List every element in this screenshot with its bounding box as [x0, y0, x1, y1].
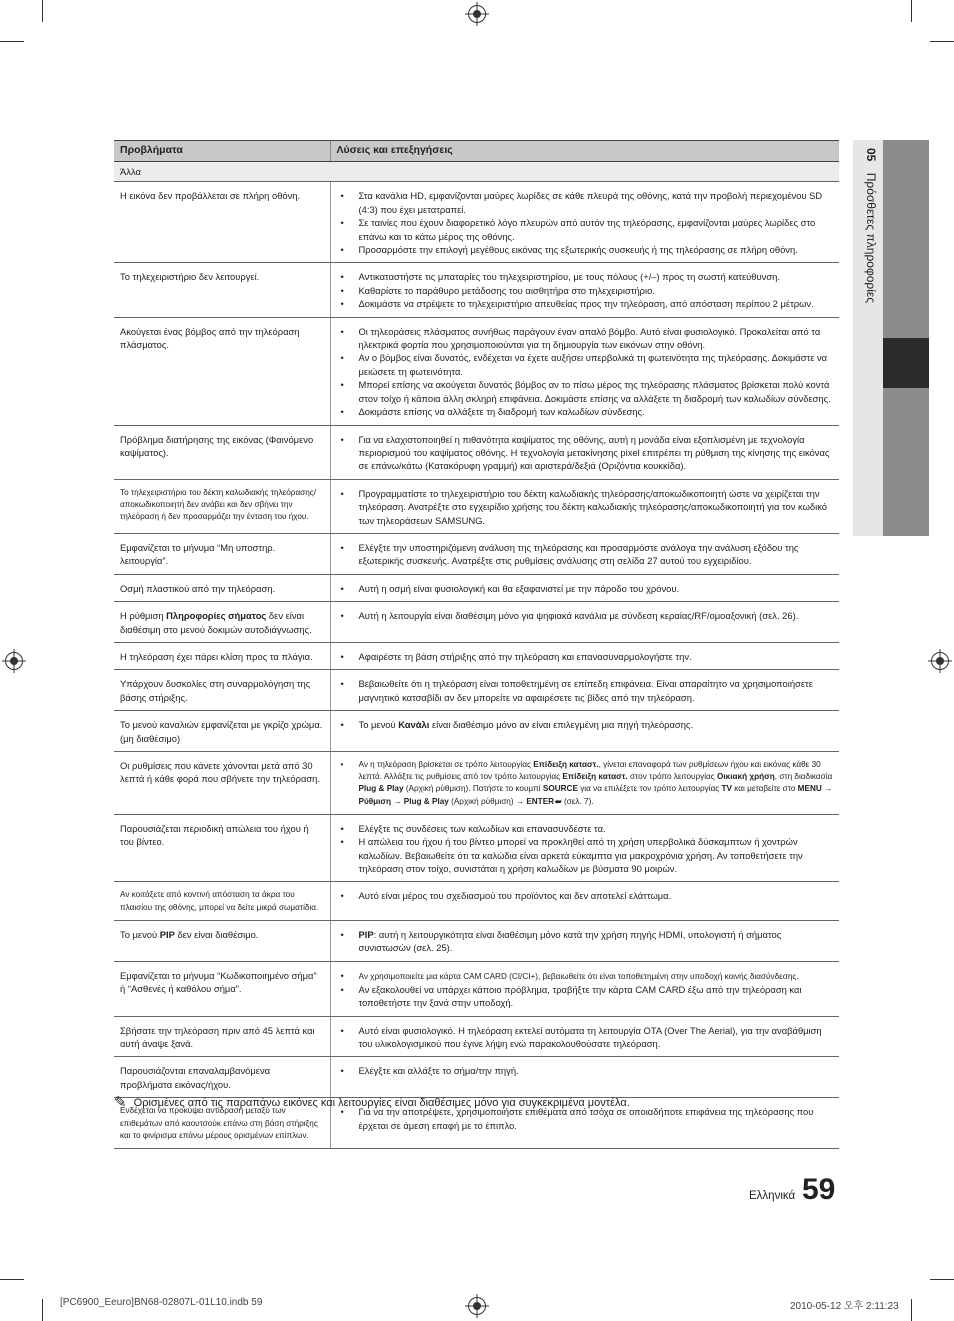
category-label: Άλλα [114, 162, 839, 182]
solution-item: • Αφαιρέστε τη βάση στήριξης από την τηλεόραση και επανασυναρμολογήστε την. [337, 650, 834, 663]
solution-item: • Για να ελαχιστοποιηθεί η πιθανότητα καψίματος της οθόνης, αυτή η μονάδα είναι εξοπλισμένη με τεχνολογία περιορισμού του καψίματος οθόνης. Η τεχνολογία μετακίνησης pixel επιτρέπει τη ρύθμιση της κίνησης της εικόνας σε επάνω/κάτω (Κατακόρυφη γραμμή) και αριστερά/δεξιά (Οριζόντια κουκκίδα). [337, 433, 834, 473]
problem-cell: Οι ρυθμίσεις που κάνετε χάνονται μετά από 30 λεπτά ή κάθε φορά που σβήνετε την τηλεόραση. [114, 752, 330, 815]
chapter-label [858, 148, 878, 348]
problem-cell: Σβήσατε την τηλεόραση πριν από 45 λεπτά και αυτή άναψε ξανά. [114, 1016, 330, 1057]
problem-cell: Η τηλεόραση έχει πάρει κλίση προς τα πλάγια. [114, 642, 330, 669]
problem-cell: Πρόβλημα διατήρησης της εικόνας (Φαινόμενο καψίματος). [114, 425, 330, 479]
table-row [114, 961, 839, 1016]
problem-cell: Υπάρχουν δυσκολίες στη συναρμολόγηση της βάσης στήριξης. [114, 670, 330, 711]
table-row [114, 263, 839, 317]
solution-cell [330, 317, 839, 425]
solution-item: • Αυτή η οσμή είναι φυσιολογική και θα εξαφανιστεί με την πάροδο του χρόνου. [337, 582, 834, 595]
problem-cell: Παρουσιάζονται επαναλαμβανόμενα προβλήματα εικόνας/ήχου. [114, 1057, 330, 1098]
table-row [114, 479, 839, 533]
solution-cell [330, 1057, 839, 1098]
solution-cell [330, 752, 839, 815]
header-problems: Προβλήματα [114, 141, 330, 162]
problem-cell: Ενδέχεται να προκύψει αντίδραση μεταξύ των επιθεμάτων από καουτσούκ επάνω στη βάση στήριξης και το φινίρισμα επάνω μέρους ορισμένων επίπλων. [114, 1098, 330, 1149]
solution-item: • Καθαρίστε το παράθυρο μετάδοσης του αισθητήρα στο τηλεχειριστήριο. [337, 284, 834, 297]
problem-cell: Παρουσιάζεται περιοδική απώλεια του ήχου ή του βίντεο. [114, 814, 330, 882]
problem-cell: Εμφανίζεται το μήνυμα “Μη υποστηρ. λειτουργία”. [114, 533, 330, 574]
registration-mark-bottom [468, 1297, 486, 1315]
solution-cell [330, 920, 839, 961]
solution-item: • Σε ταινίες που έχουν διαφορετικό λόγο πλευρών από αυτόν της τηλεόρασης, εμφανίζονται μαύρες λωρίδες στο επάνω και το κάτω μέρος της οθόνης. [337, 216, 834, 243]
table-row [114, 1016, 839, 1057]
solution-cell [330, 882, 839, 920]
solution-cell [330, 642, 839, 669]
table-row [114, 182, 839, 263]
problem-cell: Ακούγεται ένας βόμβος από την τηλεόραση πλάσματος. [114, 317, 330, 425]
footnote-text: Ορισμένες από τις παραπάνω εικόνες και λειτουργίες είναι διαθέσιμες μόνο για συγκεκριμένα μοντέλα. [133, 1097, 630, 1109]
table-row [114, 317, 839, 425]
solution-cell [330, 263, 839, 317]
solution-item: • Αυτό είναι φυσιολογικό. Η τηλεόραση εκτελεί αυτόματα τη λειτουργία OTA (Over The Aerial), για την αναβάθμιση του υλικολογισμικού που έγινε λήψη ενώ παρακολουθούσατε τηλεόραση. [337, 1024, 834, 1051]
solution-item: • Αν χρησιμοποιείτε μια κάρτα CAM CARD (CI/CI+), βεβαιωθείτε ότι είναι τοποθετημένη στην υποδοχή κοινής διασύνδεσης. [337, 969, 834, 983]
solution-item: • Αντικαταστήστε τις μπαταρίες του τηλεχειριστηρίου, με τους πόλους (+/–) προς τη σωστή κατεύθυνση. [337, 270, 834, 283]
table-row [114, 670, 839, 711]
page-number: 59 [802, 1173, 836, 1206]
problem-cell: Η εικόνα δεν προβάλλεται σε πλήρη οθόνη. [114, 182, 330, 263]
solution-cell [330, 479, 839, 533]
solution-cell [330, 670, 839, 711]
troubleshooting-table [114, 140, 839, 1149]
table-row [114, 1057, 839, 1098]
table-row [114, 602, 839, 643]
page-language: Ελληνικά [749, 1190, 796, 1202]
solution-cell [330, 574, 839, 601]
problem-cell: Το μενού καναλιών εμφανίζεται με γκρίζο χρώμα. (μη διαθέσιμο) [114, 711, 330, 752]
solution-cell [330, 961, 839, 1016]
chapter-tab [883, 140, 929, 536]
solution-item: • Ελέγξτε την υποστηριζόμενη ανάλυση της τηλεόρασης και προσαρμόστε ανάλογα την ανάλυση εξόδου της εξωτερικής συσκευής. Ανατρέξτε στις ρυθμίσεις ανάλυσης στη σελίδα 27 αυτού του εγχειριδίου. [337, 541, 834, 568]
solution-item: • Βεβαιωθείτε ότι η τηλεόραση είναι τοποθετημένη σε επίπεδη επιφάνεια. Είναι απαραίτητο να χρησιμοποιήσετε μαγνητικό κατσαβίδι αν δεν μπορείτε να αφαιρέσετε τις βίδες από την τηλεόραση. [337, 677, 834, 704]
problem-cell: Το μενού PIP δεν είναι διαθέσιμο. [114, 920, 330, 961]
problem-cell: Η ρύθμιση Πληροφορίες σήματος δεν είναι διαθέσιμη στο μενού δοκιμών αυτοδιάγνωσης. [114, 602, 330, 643]
table-row [114, 642, 839, 669]
solution-item: • Αυτή η λειτουργία είναι διαθέσιμη μόνο για ψηφιακά κανάλια με σύνδεση κεραίας/RF/ομοαξονική (σελ. 26). [337, 609, 834, 622]
solution-item: • Προγραμματίστε το τηλεχειριστήριο του δέκτη καλωδιακής τηλεόρασης/αποκωδικοποιητή ώστε να χειρίζεται την τηλεόραση. Ανατρέξτε στο εγχειρίδιο χρήσης του δέκτη καλωδιακής τηλεόρασης/αποκωδικοποιητή για τον κωδικό των τηλεοράσεων SAMSUNG. [337, 487, 834, 527]
solution-item: • Δοκιμάστε να στρέψετε το τηλεχειριστήριο απευθείας προς την τηλεόραση, από απόσταση περίπου 2 μέτρων. [337, 297, 834, 310]
problem-cell: Οσμή πλαστικού από την τηλεόραση. [114, 574, 330, 601]
footer-timestamp: 2010-05-12 오후 2:11:23 [790, 1301, 899, 1312]
solution-item: • Ελέγξτε τις συνδέσεις των καλωδίων και επανασυνδέστε τα. [337, 822, 834, 835]
solution-cell [330, 425, 839, 479]
solution-cell [330, 533, 839, 574]
solution-item: • Στα κανάλια HD, εμφανίζονται μαύρες λωρίδες σε κάθε πλευρά της οθόνης, κατά την προβολή περιεχομένου SD (4:3) που έχει μετατραπεί. [337, 189, 834, 216]
header-solutions: Λύσεις και επεξηγήσεις [330, 141, 839, 162]
table-row [114, 814, 839, 882]
solution-item: • Το μενού Κανάλι είναι διαθέσιμο μόνο αν είναι επιλεγμένη μια πηγή τηλεόρασης. [337, 718, 834, 731]
solution-item: • Ελέγξτε και αλλάξτε το σήμα/την πηγή. [337, 1064, 834, 1077]
table-row [114, 533, 839, 574]
solution-cell [330, 182, 839, 263]
solution-item: • Αν ο βόμβος είναι δυνατός, ενδέχεται να έχετε αυξήσει υπερβολικά τη φωτεινότητα της τηλεόρασης. Δοκιμάστε να μειώσετε τη φωτεινότητα. [337, 351, 834, 378]
registration-mark-left [5, 652, 23, 670]
solution-item: • Αυτό είναι μέρος του σχεδιασμού του προϊόντος και δεν αποτελεί ελάττωμα. [337, 889, 834, 902]
solution-cell [330, 711, 839, 752]
pencil-note-icon: ✎ [114, 1094, 127, 1111]
solution-item: • Προσαρμόστε την επιλογή μεγέθους εικόνας της εξωτερικής συσκευής ή της τηλεόρασης σε πλήρη οθόνη. [337, 243, 834, 256]
registration-mark-right [931, 652, 949, 670]
registration-mark-top [468, 5, 486, 23]
table-row [114, 752, 839, 815]
table-row [114, 920, 839, 961]
solution-item: • Για να την αποτρέψετε, χρησιμοποιήστε επιθέματα από τσόχα σε οποιαδήποτε επιφάνεια της τηλεόρασης που έρχεται σε άμεση επαφή με το έπιπλο. [337, 1105, 834, 1132]
solution-item: • Δοκιμάστε επίσης να αλλάξετε τη διαδρομή των καλωδίων σύνδεσης. [337, 405, 834, 418]
solution-cell [330, 602, 839, 643]
problem-cell: Το τηλεχειριστήριο δεν λειτουργεί. [114, 263, 330, 317]
chapter-title: Πρόσθετες πληροφορίες [864, 172, 878, 304]
table-row [114, 425, 839, 479]
table-row [114, 574, 839, 601]
table-row [114, 882, 839, 920]
solution-item: • PIP: αυτή η λειτουργικότητα είναι διαθέσιμη μόνο κατά την χρήση πηγής HDMI, υπολογιστή ή σήματος συνιστωσών (σελ. 25). [337, 928, 834, 955]
problem-cell: Εμφανίζεται το μήνυμα “Κωδικοποιημένο σήμα” ή “Ασθενές ή καθόλου σήμα”. [114, 961, 330, 1016]
solution-item: • Οι τηλεοράσεις πλάσματος συνήθως παράγουν έναν απαλό βόμβο. Αυτό είναι φυσιολογικό. Προκαλείται από τα ηλεκτρικά φορτία που χρησιμοποιούνται για τη δημιουργία των εικόνων στην οθόνη. [337, 325, 834, 352]
solution-cell [330, 1016, 839, 1057]
problem-cell: Το τηλεχειριστήριο του δέκτη καλωδιακής τηλεόρασης/αποκωδικοποιητή δεν ανάβει και δεν σβήνει την τηλεόραση ή δεν προσαρμόζει την ένταση του ήχου. [114, 479, 330, 533]
problem-cell: Αν κοιτάξετε από κοντινή απόσταση τα άκρα του πλαισίου της οθόνης, μπορεί να δείτε μικρά σωματίδια. [114, 882, 330, 920]
category-row [114, 162, 839, 182]
solution-item: • Αν εξακολουθεί να υπάρχει κάποιο πρόβλημα, τραβήξτε την κάρτα CAM CARD έξω από την τηλεόραση και τοποθετήστε την ξανά στην υποδοχή. [337, 983, 834, 1010]
solution-item: • Μπορεί επίσης να ακούγεται δυνατός βόμβος αν το πίσω μέρος της τηλεόρασης πλάσματος βρίσκεται πολύ κοντά στον τοίχο ή κάποια άλλη σκληρή επιφάνεια. Δοκιμάστε επίσης να αλλάξετε τη διαδρομή των καλωδίων σύνδεσης. [337, 378, 834, 405]
solution-item: • Αν η τηλεόραση βρίσκεται σε τρόπο λειτουργίας Επίδειξη καταστ., γίνεται επαναφορά των ρυθμίσεων ήχου και εικόνας κάθε 30 λεπτά. Αλλάξτε τις ρυθμίσεις από τον τρόπο λειτουργίας Επίδειξη καταστ. στον τρόπο λειτουργίας Οικιακή χρήση, στη διαδικασία Plug & Play (Αρχική ρύθμιση). Πατήστε το κουμπί SOURCE για να επιλέξετε τον τρόπο λειτουργίας TV και μεταβείτε στο MENU → Ρύθμιση → Plug & Play (Αρχική ρύθμιση) → ENTER⮨ (σελ. 7). [337, 759, 834, 808]
solution-item: • Η απώλεια του ήχου ή του βίντεο μπορεί να προκληθεί από τη χρήση υπερβολικά δύσκαμπτων ή χοντρών καλωδίων. Βεβαιωθείτε ότι τα καλώδια είναι αρκετά εύκαμπτα για μακροχρόνια χρήση. Αν τοποθετήσετε την τηλεόραση στον τοίχο, συνιστάται η χρήση καλωδίων με βύσματα 90 μοιρών. [337, 835, 834, 875]
table-header-row [114, 141, 839, 162]
table-row [114, 711, 839, 752]
chapter-number: 05 [864, 148, 878, 162]
footer-file-info: [PC6900_Eeuro]BN68-02807L-01L10.indb 59 [60, 1297, 263, 1308]
solution-cell [330, 814, 839, 882]
footnote [114, 1093, 839, 1111]
